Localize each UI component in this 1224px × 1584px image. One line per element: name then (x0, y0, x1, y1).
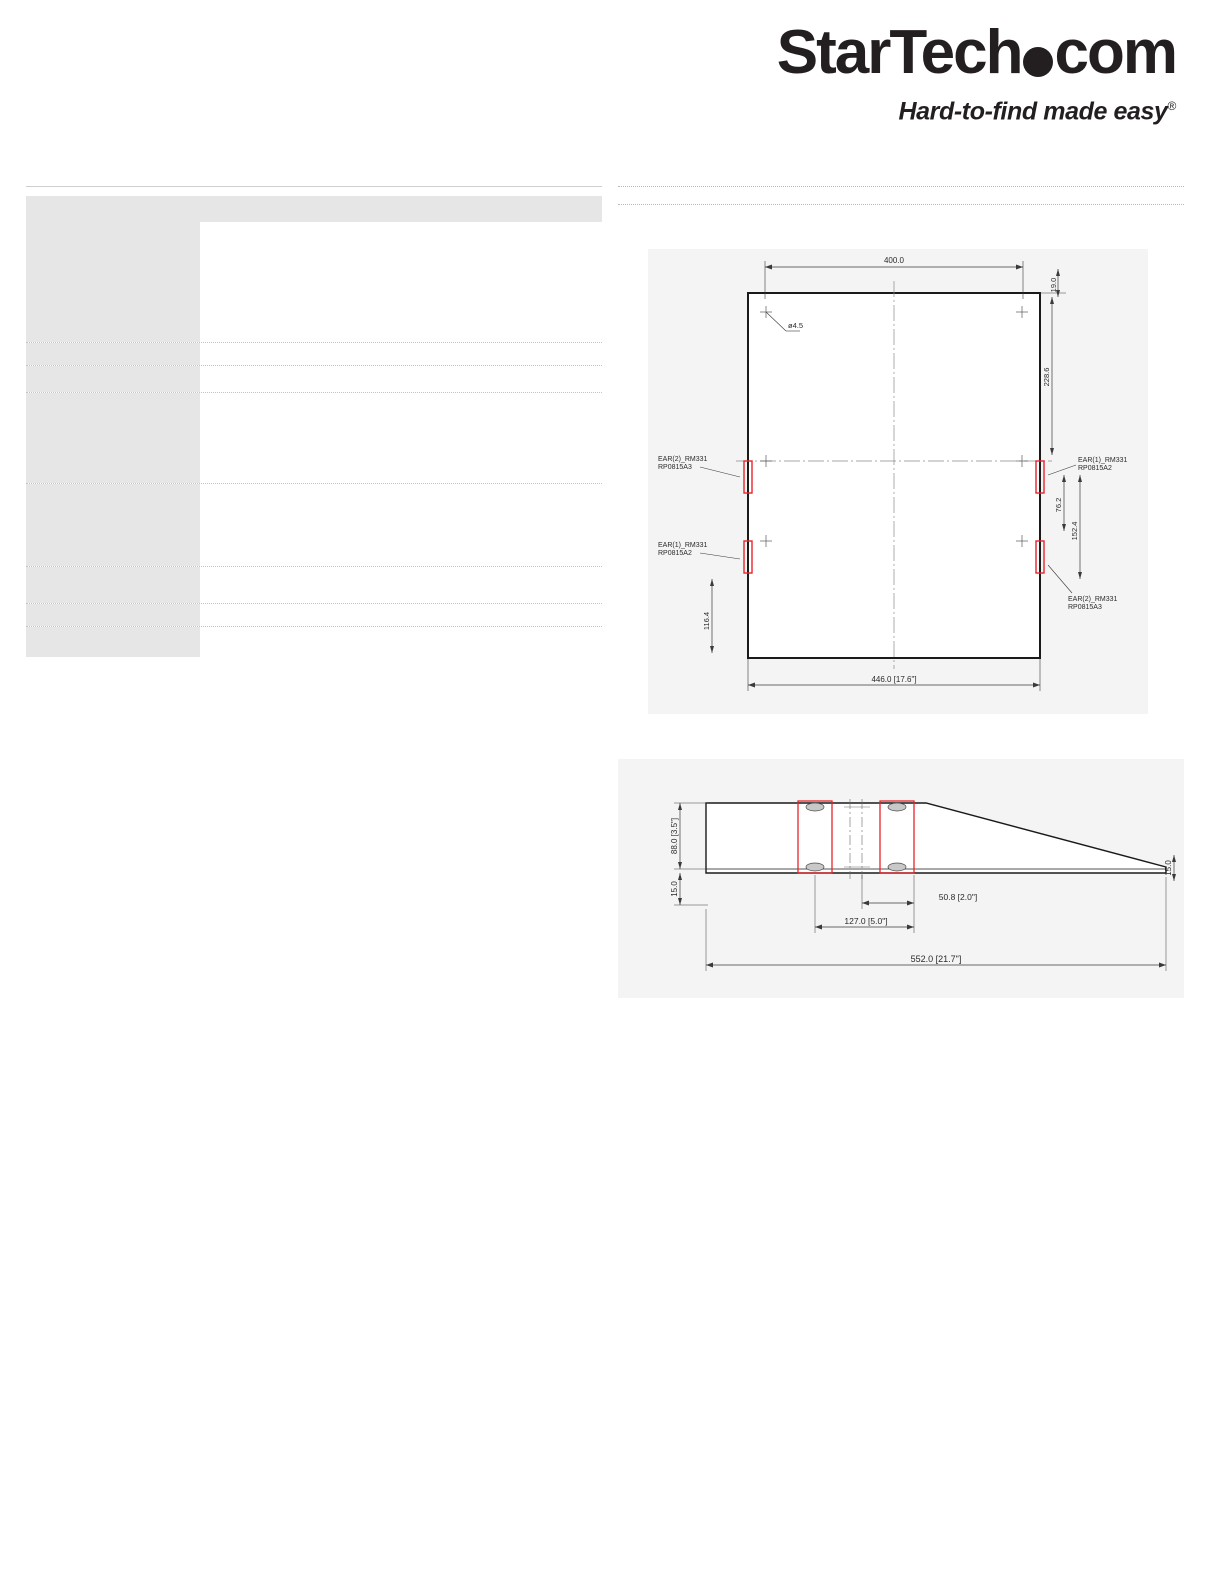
spec-label (26, 393, 200, 483)
dim-length-overall: 552.0 [21.7"] (910, 954, 962, 964)
dim-height-overall: 88.0 [3.5"] (670, 817, 679, 855)
spec-label (26, 222, 200, 342)
dim-left-lower: 15.0 (670, 881, 679, 897)
brand-trademark: ® (1167, 99, 1176, 113)
dim-right-2: 76.2 (1054, 497, 1063, 513)
spec-value (200, 393, 602, 483)
spec-label (26, 567, 200, 603)
dim-hole-spacing-small: 50.8 [2.0"] (938, 892, 978, 902)
dim-hole-spacing-large: 127.0 [5.0"] (844, 916, 888, 926)
table-row (26, 366, 602, 393)
spec-label (26, 604, 200, 626)
dim-right-3: 152.4 (1070, 521, 1079, 541)
specifications-table (26, 196, 602, 657)
right-column-rule-top (618, 186, 1184, 187)
dim-width-overall: 400.0 (883, 256, 905, 265)
spec-label (26, 627, 200, 657)
spec-label (26, 484, 200, 566)
table-row (26, 222, 602, 343)
label-ear2-left-line1: EAR(2)_RM331 (658, 456, 708, 463)
dim-hole-callout: ø4.5 (788, 321, 804, 330)
brand-name-part2: com (1054, 18, 1176, 87)
label-ear1-left-line2: RP0815A2 (658, 550, 692, 557)
brand-logo (776, 18, 1176, 126)
table-row (26, 484, 602, 567)
spec-value (200, 627, 602, 657)
brand-tagline: Hard-to-find made easy® (898, 97, 1176, 126)
dim-edge-offset-top: 19.0 (1049, 277, 1058, 293)
label-ear1-left-line1: EAR(1)_RM331 (658, 542, 708, 549)
spec-value (200, 343, 602, 365)
spec-value (200, 222, 602, 342)
spec-value (200, 567, 602, 603)
specifications-table-header (26, 196, 602, 222)
table-row (26, 627, 602, 657)
spec-label (26, 366, 200, 392)
label-ear2-left-line2: RP0815A3 (658, 464, 692, 471)
label-ear1-right-line2: RP0815A2 (1078, 465, 1112, 472)
table-row (26, 343, 602, 366)
label-ear1-right-line1: EAR(1)_RM331 (1078, 457, 1128, 464)
dim-right-height: 15.0 (1164, 860, 1173, 876)
spec-value (200, 604, 602, 626)
dim-right-1: 228.6 (1042, 367, 1051, 387)
technical-drawing-top-view (648, 249, 1148, 714)
brand-name-part1: StarTech (776, 18, 1022, 87)
spec-value (200, 366, 602, 392)
brand-dot-icon (1023, 47, 1053, 77)
technical-drawing-side-view (618, 759, 1184, 998)
label-ear2-right-line2: RP0815A3 (1068, 604, 1102, 611)
table-row (26, 393, 602, 484)
label-ear2-right-line1: EAR(2)_RM331 (1068, 596, 1118, 603)
table-row (26, 567, 602, 604)
spec-label (26, 343, 200, 365)
right-column-rule-second (618, 204, 1184, 205)
table-row (26, 604, 602, 627)
dim-bottom-width: 446.0 [17.6"] (871, 675, 917, 684)
spec-value (200, 484, 602, 566)
left-column-rule-top (26, 186, 602, 187)
brand-wordmark (776, 18, 1176, 87)
dim-left-1: 116.4 (702, 611, 711, 631)
